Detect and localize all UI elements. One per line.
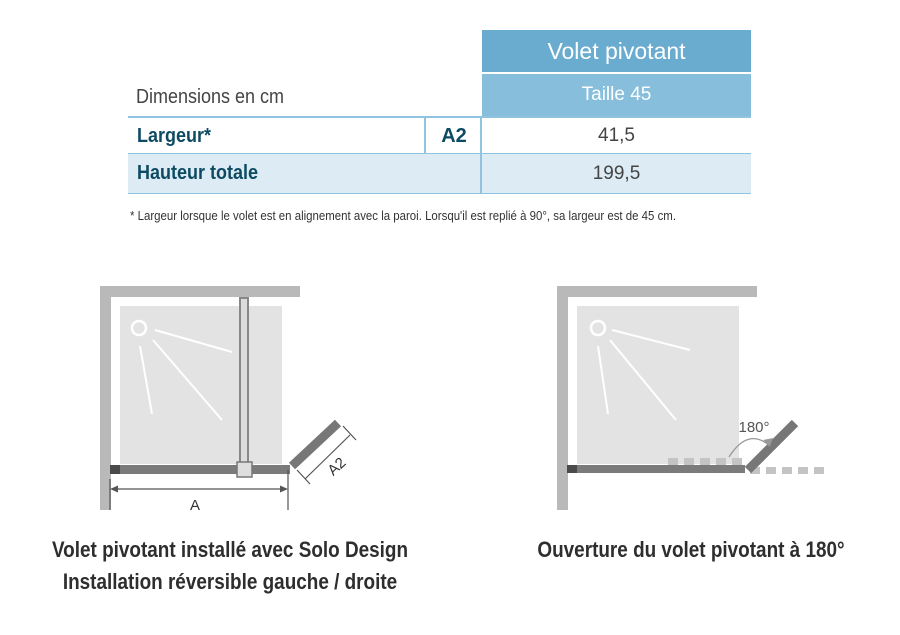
row-label: Largeur* — [137, 124, 212, 147]
wall-top — [557, 286, 757, 297]
left-caption-line1: Volet pivotant installé avec Solo Design — [51, 537, 409, 562]
row-label: Hauteur totale — [137, 162, 259, 184]
row-code: A2 — [441, 124, 467, 147]
dimension-a2-label: A2 — [324, 454, 350, 480]
dimension-a-label: A — [189, 497, 201, 514]
wall-left — [557, 286, 568, 510]
left-caption-line2: Installation réversible gauche / droite — [62, 569, 398, 594]
angle-label: 180° — [738, 419, 770, 436]
shower-tray — [577, 306, 739, 464]
right-caption: Ouverture du volet pivotant à 180° — [537, 537, 845, 562]
row-value: 199,5 — [592, 162, 641, 184]
bottom-wall — [567, 465, 745, 473]
wall-end-cap — [567, 465, 577, 473]
footnote: * Largeur lorsque le volet est en alignement avec la paroi. Lorsqu'il est replié à 90°, sa largeur est de 45 cm. — [130, 208, 677, 223]
row-value: 41,5 — [598, 125, 635, 146]
product-header: Volet pivotant — [482, 30, 751, 72]
dimensions-label: Dimensions en cm — [136, 85, 285, 108]
size-header: Taille 45 — [482, 74, 751, 116]
